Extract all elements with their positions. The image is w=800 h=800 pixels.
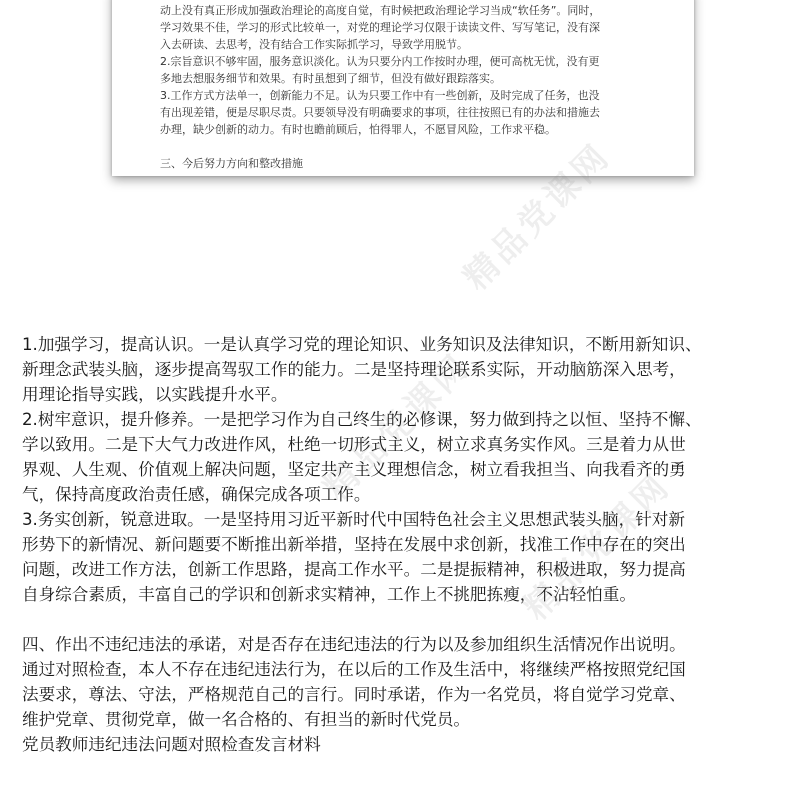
preview-line: 有出现差错，便是尽职尽责。只要领导没有明确要求的事项，往往按照已有的办法和措施去	[160, 106, 600, 119]
body-line: 四、作出不违纪违法的承诺，对是否存在违纪违法的行为以及参加组织生活情况作出说明。	[22, 635, 686, 654]
preview-line: 入去研读、去思考，没有结合工作实际抓学习，导致学用脱节。	[160, 38, 468, 51]
preview-line: 学习效果不佳，学习的形式比较单一，对党的理论学习仅限于读读文件、写写笔记，没有深	[160, 21, 600, 34]
preview-line: 动上没有真正形成加强政治理论的高度自觉，有时候把政治理论学习当成“软任务”。同时，	[160, 4, 601, 17]
body-line: 法要求，尊法、守法，严格规范自己的言行。同时承诺，作为一名党员，将自觉学习党章、	[22, 685, 686, 704]
body-line: 维护党章、贯彻党章，做一名合格的、有担当的新时代党员。	[22, 710, 471, 729]
paragraph-gap	[22, 607, 782, 632]
body-line: 界观、人生观、价值观上解决问题，坚定共产主义理想信念，树立看我担当、向我看齐的勇	[22, 460, 686, 479]
watermark: 精品党课网	[316, 345, 479, 509]
body-line: 3.务实创新，锐意进取。一是坚持用习近平新时代中国特色社会主义思想武装头脑，针对新	[22, 510, 685, 529]
body-line: 形势下的新情况、新问题要不断推出新举措，坚持在发展中求创新，找准工作中存在的突出	[22, 535, 686, 554]
preview-section-heading: 三、今后努力方向和整改措施	[160, 157, 303, 170]
preview-line: 办理，缺少创新的动力。有时也瞻前顾后，怕得罪人，不愿冒风险，工作求平稳。	[160, 123, 556, 136]
preview-line: 多地去想服务细节和效果。有时虽想到了细节，但没有做好跟踪落实。	[160, 72, 501, 85]
preview-line: 2.宗旨意识不够牢固，服务意识淡化。认为只要分内工作按时办理，便可高枕无忧，没有更	[160, 55, 600, 68]
document-page-preview	[112, 0, 694, 176]
body-line: 自身综合素质，丰富自己的学识和创新求实精神，工作上不挑肥拣瘦，不沾轻怕重。	[22, 585, 636, 604]
preview-line: 3.工作方式方法单一，创新能力不足。认为只要工作中有一些创新，及时完成了任务，也没	[160, 89, 600, 102]
document-preview-area	[0, 0, 800, 300]
body-line: 用理论指导实践，以实践提升水平。	[22, 385, 288, 404]
body-line: 党员教师违纪违法问题对照检查发言材料	[22, 735, 321, 754]
body-line: 学以致用。二是下大气力改进作风，杜绝一切形式主义，树立求真务实作风。三是着力从世	[22, 435, 686, 454]
body-line: 1.加强学习，提高认识。一是认真学习党的理论知识、业务知识及法律知识，不断用新知识、	[22, 335, 702, 354]
document-body	[22, 332, 782, 757]
body-line: 2.树牢意识，提升修养。一是把学习作为自己终生的必修课，努力做到持之以恒、坚持不懈、	[22, 410, 702, 429]
body-line: 问题，改进工作方法，创新工作思路，提高工作水平。二是提振精神，积极进取，努力提高	[22, 560, 686, 579]
body-line: 新理念武装头脑，逐步提高驾驭工作的能力。二是坚持理论联系实际，开动脑筋深入思考，	[22, 360, 686, 379]
watermark: 精品党课网	[516, 465, 679, 629]
body-line: 气，保持高度政治责任感，确保完成各项工作。	[22, 485, 371, 504]
body-line: 通过对照检查，本人不存在违纪违法行为，在以后的工作及生活中，将继续严格按照党纪国	[22, 660, 686, 679]
